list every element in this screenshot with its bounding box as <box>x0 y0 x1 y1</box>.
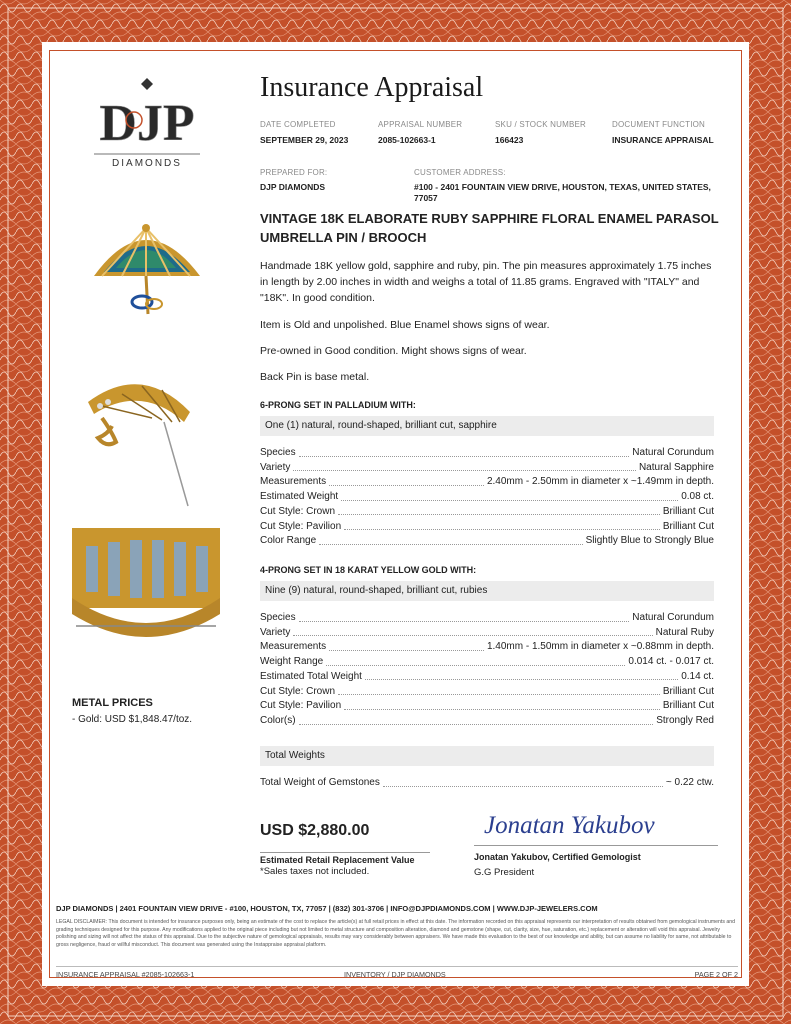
spec-key: Measurements <box>260 641 327 653</box>
spec-row <box>260 670 714 685</box>
signature: Jonatan Yakubov <box>484 812 655 839</box>
leader-dots <box>319 534 582 545</box>
spec-key: Cut Style: Pavilion <box>260 520 342 532</box>
spec-value: Natural Corundum <box>632 612 714 623</box>
spec-row <box>260 461 714 476</box>
leader-dots <box>299 714 654 725</box>
djp-logo-graphic <box>72 74 222 174</box>
spec-value: Natural Ruby <box>655 626 714 638</box>
item-title: VINTAGE 18K ELABORATE RUBY SAPPHIRE FLORAL ENAMEL PARASOL UMBRELLA PIN / BROOCH <box>260 211 719 245</box>
logo-subtitle: DIAMONDS <box>112 158 182 169</box>
legal-disclaimer: LEGAL DISCLAIMER: This document is intended for insurance purposes only, being an estimate of the cost to replace the article(s) at full retail prices in effect at this date. The information recorded on this appraisal represents our interpretation of results obtained from gemological instruments and grading techniques designed for this purpose. Any modifications applied to the original piece including but not limited to metal structure and composition alteration, diamond and gemstone (shape, cut, clarity, size, hue, saturation, etc.) replacement or alteration will void this appraisal. Jewelry polishing and sizing will not affect the status of this appraisal. Due to the subjective nature of gemological appraisals, results may vary considerably between appraisers. We have made this evaluation to the best of our knowledge and ability, but can assume no liability for same, not attributable to gross negligence, fraud or willful misconduct. This document was generated using the Instappraise appraisal platform. <box>56 919 736 948</box>
description-paragraph: Item is Old and unpolished. Blue Enamel shows signs of wear. <box>260 319 550 331</box>
footer-left: INSURANCE APPRAISAL #2085-102663-1 <box>56 970 195 979</box>
umbrella-brooch-front-image <box>72 198 220 344</box>
djp-logo <box>72 74 222 174</box>
leader-dots <box>344 699 660 710</box>
spec-value: 0.14 ct. <box>681 670 714 682</box>
description-paragraph: Pre-owned in Good condition. Might shows signs of wear. <box>260 345 527 357</box>
customer-address-label: CUSTOMER ADDRESS: <box>414 168 506 177</box>
metal-prices-title: METAL PRICES <box>72 697 153 709</box>
document-function-value: INSURANCE APPRAISAL <box>612 135 714 145</box>
umbrella-brooch-detail-image <box>72 528 220 664</box>
sku-label: SKU / STOCK NUMBER <box>495 120 587 129</box>
spec-key: Measurements <box>260 476 327 488</box>
summary-text: One (1) natural, round-shaped, brilliant cut, sapphire <box>265 420 497 431</box>
total-weight-row <box>260 776 714 791</box>
spec-row <box>260 626 714 641</box>
section-title-ruby: 4-PRONG SET IN 18 KARAT YELLOW GOLD WITH: <box>260 565 477 575</box>
leader-dots <box>299 446 630 457</box>
page-number: PAGE 2 OF 2 <box>694 970 738 979</box>
spec-value: 0.08 ct. <box>681 491 714 503</box>
umbrella-brooch-side-image <box>72 362 220 512</box>
spec-row <box>260 699 714 714</box>
spec-value: Natural Sapphire <box>638 461 714 473</box>
spec-key: Color Range <box>260 535 317 547</box>
spec-key: Total Weight of Gemstones <box>260 777 380 788</box>
price-amount: USD $2,880.00 <box>260 822 370 839</box>
spec-value: ~ 0.22 ctw. <box>665 777 714 788</box>
spec-value: Strongly Red <box>656 714 714 726</box>
spec-value: Brilliant Cut <box>662 685 714 697</box>
spec-row <box>260 475 714 490</box>
spec-value: Brilliant Cut <box>662 520 714 532</box>
sku-value: 166423 <box>495 135 524 145</box>
signer-name: Jonatan Yakubov, Certified Gemologist <box>474 852 641 862</box>
spec-row <box>260 446 714 461</box>
spec-key: Variety <box>260 626 291 638</box>
svg-text:DJP: DJP <box>99 95 195 152</box>
summary-text: Nine (9) natural, round-shaped, brilliant cut, rubies <box>265 585 488 596</box>
spec-row <box>260 714 714 729</box>
spec-row <box>260 685 714 700</box>
spec-value: 2.40mm - 2.50mm in diameter x ~1.49mm in depth. <box>486 476 714 488</box>
signer-title: G.G President <box>474 867 535 878</box>
footer-bar <box>56 966 738 983</box>
leader-dots <box>326 655 625 666</box>
product-photo-side <box>72 362 220 512</box>
sales-tax-note: *Sales taxes not included. <box>260 866 370 877</box>
leader-dots <box>344 520 660 531</box>
product-photo-front <box>72 198 220 344</box>
page-title: Insurance Appraisal <box>260 72 484 103</box>
date-value: SEPTEMBER 29, 2023 <box>260 135 349 145</box>
spec-row <box>260 505 714 520</box>
spec-key: Species <box>260 612 296 623</box>
spec-row <box>260 640 714 655</box>
spec-value: Slightly Blue to Strongly Blue <box>585 535 714 547</box>
leader-dots <box>338 505 660 516</box>
document-function-label: DOCUMENT FUNCTION <box>612 120 706 129</box>
spec-row <box>260 534 714 549</box>
spec-key: Weight Range <box>260 656 324 668</box>
spec-value: 1.40mm - 1.50mm in diameter x ~0.88mm in depth. <box>486 641 714 653</box>
footer-center: INVENTORY / DJP DIAMONDS <box>344 970 446 979</box>
price-label: Estimated Retail Replacement Value <box>260 852 430 865</box>
section-summary-ruby <box>260 581 714 601</box>
spec-key: Estimated Weight <box>260 491 339 503</box>
prepared-for-value: DJP DIAMONDS <box>260 182 326 192</box>
leader-dots <box>329 475 484 486</box>
leader-dots <box>293 461 636 472</box>
spec-row <box>260 611 714 626</box>
spec-value: Natural Corundum <box>632 447 714 458</box>
leader-dots <box>383 776 663 787</box>
spec-row <box>260 655 714 670</box>
spec-value: Brilliant Cut <box>662 505 714 517</box>
spec-row <box>260 490 714 505</box>
spec-key: Estimated Total Weight <box>260 670 362 682</box>
spec-value: Brilliant Cut <box>662 700 714 712</box>
section-title-sapphire: 6-PRONG SET IN PALLADIUM WITH: <box>260 400 416 410</box>
date-label: DATE COMPLETED <box>260 120 336 129</box>
description-paragraph: Handmade 18K yellow gold, sapphire and ruby, pin. The pin measures approximately 1.75 inches in length by 2.00 inches in width and weighs a total of 11.85 grams. Engraved with "ITALY" and "18K". In good condition. <box>260 260 712 304</box>
total-weights-label: Total Weights <box>265 750 325 761</box>
spec-row <box>260 520 714 535</box>
leader-dots <box>329 640 484 651</box>
spec-key: Cut Style: Pavilion <box>260 700 342 712</box>
leader-dots <box>365 670 678 681</box>
description-paragraph: Back Pin is base metal. <box>260 371 370 383</box>
prepared-for-label: PREPARED FOR: <box>260 168 328 177</box>
leader-dots <box>293 626 652 637</box>
spec-key: Variety <box>260 461 291 473</box>
appraisal-number-label: APPRAISAL NUMBER <box>378 120 463 129</box>
customer-address-value: #100 - 2401 FOUNTAIN VIEW DRIVE, HOUSTON, TEXAS, UNITED STATES, 77057 <box>414 182 711 203</box>
leader-dots <box>341 490 678 501</box>
spec-key: Color(s) <box>260 714 296 726</box>
metal-price-gold: - Gold: USD $1,848.47/toz. <box>72 714 193 725</box>
spec-value: 0.014 ct. - 0.017 ct. <box>628 656 714 668</box>
total-weights-bar <box>260 746 714 766</box>
spec-key: Cut Style: Crown <box>260 685 336 697</box>
spec-key: Species <box>260 447 296 458</box>
leader-dots <box>338 685 660 696</box>
spec-key: Cut Style: Crown <box>260 505 336 517</box>
footer-company-line: DJP DIAMONDS | 2401 FOUNTAIN VIEW DRIVE - #100, HOUSTON, TX, 77057 | (832) 301-3706 | INFO@DJPDIAMONDS.COM | WWW.DJP-JEWELERS.COM <box>56 904 598 913</box>
product-photo-detail <box>72 528 220 664</box>
appraisal-number-value: 2085-102663-1 <box>378 135 436 145</box>
section-summary-sapphire <box>260 416 714 436</box>
leader-dots <box>299 611 630 622</box>
